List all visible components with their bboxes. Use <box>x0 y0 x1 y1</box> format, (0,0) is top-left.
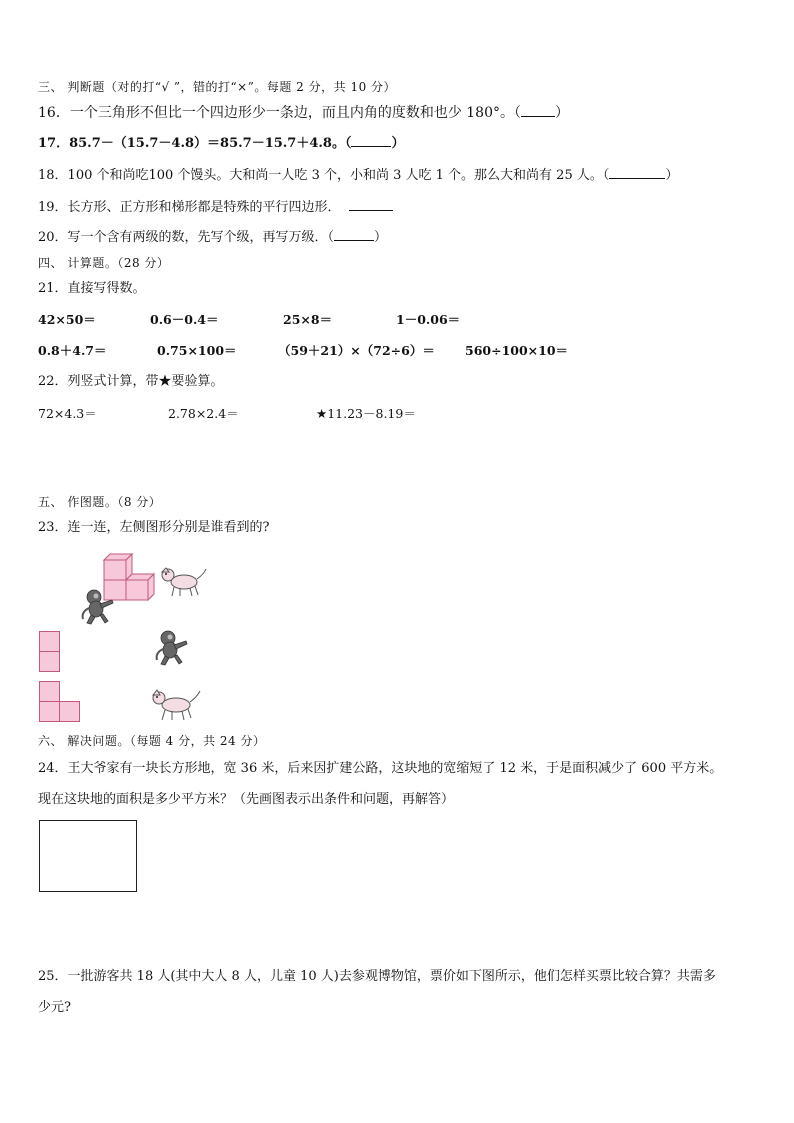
monkey-icon <box>152 629 192 667</box>
question-20 <box>38 228 387 247</box>
question-25-line-1: 25．一批游客共 18 人(其中大人 8 人，儿童 10 人)去参观博物馆，票价如下图所示，他们怎样买票比较合算？共需多 <box>38 969 716 984</box>
calc-item: 0.75×100＝ <box>157 343 237 358</box>
question-24-line-1: 24．王大爷家有一块长方形地，宽 36 米，后来因扩建公路，这块地的宽缩短了 12 米，于是面积减少了 600 平方米。 <box>38 761 723 776</box>
question-24-line-2: 现在这块地的面积是多少平方米？（先画图表示出条件和问题，再解答） <box>38 792 455 807</box>
question-21: 21．直接写得数。 <box>38 281 146 296</box>
question-23: 23．连一连，左侧图形分别是谁看到的? <box>38 520 270 535</box>
answer-blank-18[interactable] <box>609 166 665 179</box>
question-20-tail: ） <box>374 230 388 245</box>
calc-item: 0.6－0.4＝ <box>150 312 219 327</box>
question-18 <box>38 166 678 185</box>
question-16-tail: ） <box>555 105 569 121</box>
calc-item: 0.8＋4.7＝ <box>38 343 107 358</box>
question-25-line-2: 少元? <box>38 1000 71 1015</box>
answer-blank-20[interactable] <box>334 228 374 241</box>
question-16-paren-open: （ <box>514 105 521 121</box>
calc-item: 42×50＝ <box>38 312 96 327</box>
drawing-box[interactable] <box>39 820 137 892</box>
calc-item: ★11.23－8.19＝ <box>316 406 416 421</box>
question-17 <box>38 134 405 153</box>
question-16 <box>38 104 569 122</box>
question-18-text: 18．100 个和尚吃100 个馒头。大和尚一人吃 3 个，小和尚 3 人吃 1 个。那么大和尚有 25 人。（ <box>38 168 610 183</box>
section-3-title: 三、 判断题（对的打“√ ”，错的打“×”。每题 2 分，共 10 分） <box>38 80 397 94</box>
question-17-tail: ） <box>391 136 405 151</box>
calc-item: 1－0.06＝ <box>396 312 461 327</box>
answer-blank-17[interactable] <box>351 134 391 147</box>
question-16-text: 16．一个三角形不但比一个四边形少一条边，而且内角的度数和也少 180°。 <box>38 105 514 121</box>
calc-item: 560÷100×10＝ <box>465 343 569 358</box>
section-6-title: 六、 解决问题。（每题 4 分，共 24 分） <box>38 734 266 748</box>
calc-item: 25×8＝ <box>283 312 333 327</box>
calc-item: 2.78×2.4＝ <box>168 406 239 421</box>
section-5-title: 五、 作图题。（8 分） <box>38 495 162 509</box>
question-20-text: 20．写一个含有两级的数，先写个级，再写万级．（ <box>38 230 335 245</box>
monkey-icon <box>78 588 118 626</box>
answer-blank-19[interactable] <box>349 198 393 211</box>
side-view-figure <box>39 681 83 723</box>
question-19-text: 19．长方形、正方形和梯形都是特殊的平行四边形． <box>38 200 341 215</box>
question-17-text: 17．85.7－（15.7－4.8）＝85.7－15.7＋4.8。（ <box>38 136 352 151</box>
answer-blank-16[interactable] <box>521 104 555 117</box>
calc-item: （59＋21）×（72÷6）＝ <box>278 343 435 358</box>
dog-icon <box>160 566 208 598</box>
question-22: 22．列竖式计算，带★要验算。 <box>38 374 224 389</box>
dog-icon <box>150 688 202 722</box>
question-19 <box>38 198 393 217</box>
section-4-title: 四、 计算题。（28 分） <box>38 256 170 270</box>
calc-item: 72×4.3＝ <box>38 406 97 421</box>
front-view-figure <box>39 631 61 673</box>
question-18-tail: ） <box>665 168 679 183</box>
